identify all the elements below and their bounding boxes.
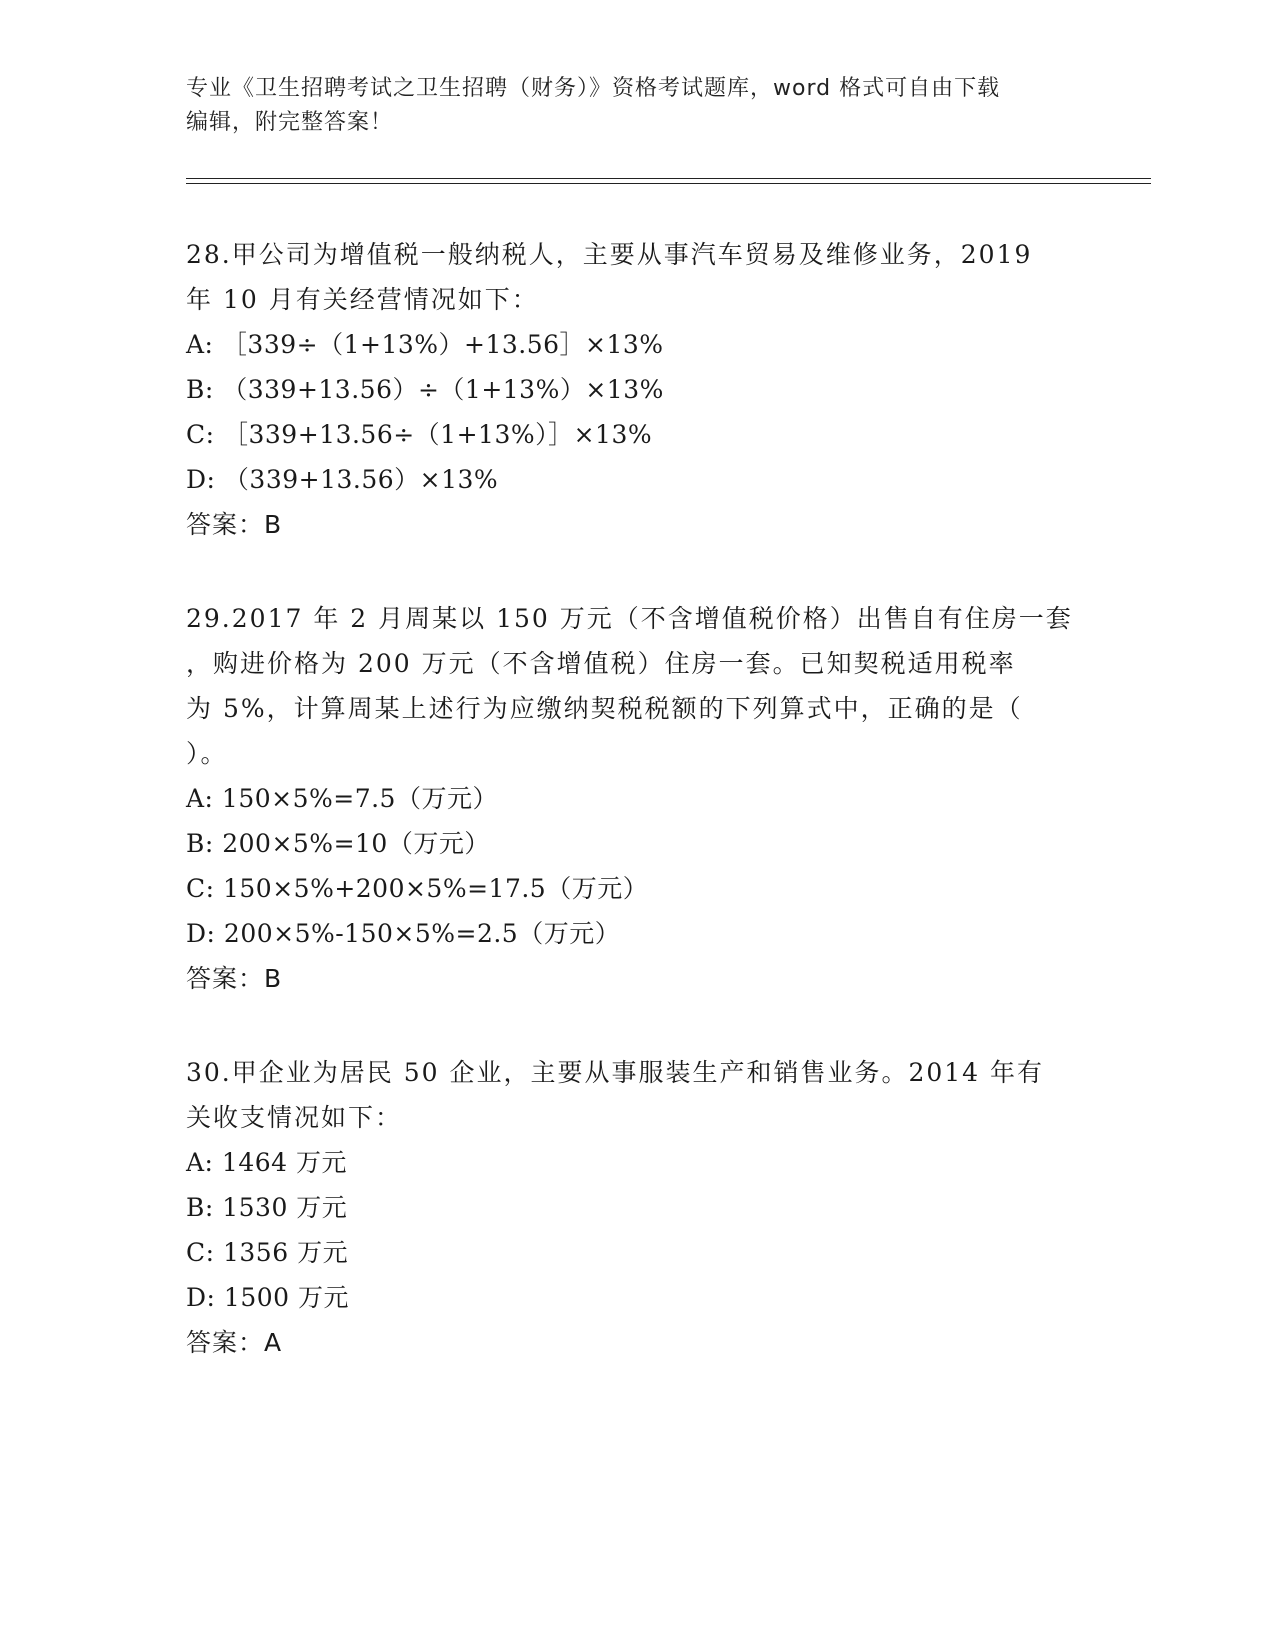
option-b: B: 200×5%=10（万元） — [186, 829, 490, 858]
option-b: B: 1530 万元 — [186, 1193, 348, 1222]
question-28 — [186, 232, 1086, 547]
stem-line: 年 10 月有关经营情况如下： — [186, 285, 539, 314]
header-divider-bottom — [186, 183, 1151, 184]
question-stem — [186, 1050, 1086, 1140]
question-30 — [186, 1050, 1086, 1365]
answer-text: 答案：B — [186, 510, 283, 539]
intro-line-2: 编辑，附完整答案！ — [186, 110, 394, 135]
intro-text — [186, 72, 1076, 140]
question-stem — [186, 232, 1086, 322]
option-b: B: （339+13.56）÷（1+13%）×13% — [186, 375, 664, 404]
stem-line: 29.2017 年 2 月周某以 150 万元（不含增值税价格）出售自有住房一套 — [186, 604, 1073, 633]
stem-line: 为 5%，计算周某上述行为应缴纳契税税额的下列算式中，正确的是（ — [186, 694, 1023, 723]
option-d: D: 1500 万元 — [186, 1283, 349, 1312]
header-divider-top — [186, 178, 1151, 179]
option-a: A: 1464 万元 — [186, 1148, 347, 1177]
stem-line: ）。 — [186, 739, 228, 768]
option-c: C: ［339+13.56÷（1+13%）］×13% — [186, 420, 653, 449]
question-29 — [186, 596, 1086, 1001]
stem-line: ，购进价格为 200 万元（不含增值税）住房一套。已知契税适用税率 — [186, 649, 1016, 678]
question-stem — [186, 596, 1086, 776]
stem-line: 30.甲企业为居民 50 企业，主要从事服装生产和销售业务。2014 年有 — [186, 1058, 1045, 1087]
answer-text: 答案：B — [186, 964, 283, 993]
option-a: A: ［339÷（1+13%）+13.56］×13% — [186, 330, 664, 359]
option-a: A: 150×5%=7.5（万元） — [186, 784, 498, 813]
answer-text: 答案：A — [186, 1328, 283, 1357]
option-d: D: 200×5%-150×5%=2.5（万元） — [186, 919, 621, 948]
stem-line: 28.甲公司为增值税一般纳税人，主要从事汽车贸易及维修业务，2019 — [186, 240, 1033, 269]
option-c: C: 150×5%+200×5%=17.5（万元） — [186, 874, 649, 903]
intro-line-1: 专业《卫生招聘考试之卫生招聘（财务）》资格考试题库，word 格式可自由下载 — [186, 76, 1001, 101]
option-c: C: 1356 万元 — [186, 1238, 349, 1267]
stem-line: 关收支情况如下： — [186, 1103, 403, 1132]
option-d: D: （339+13.56）×13% — [186, 465, 499, 494]
